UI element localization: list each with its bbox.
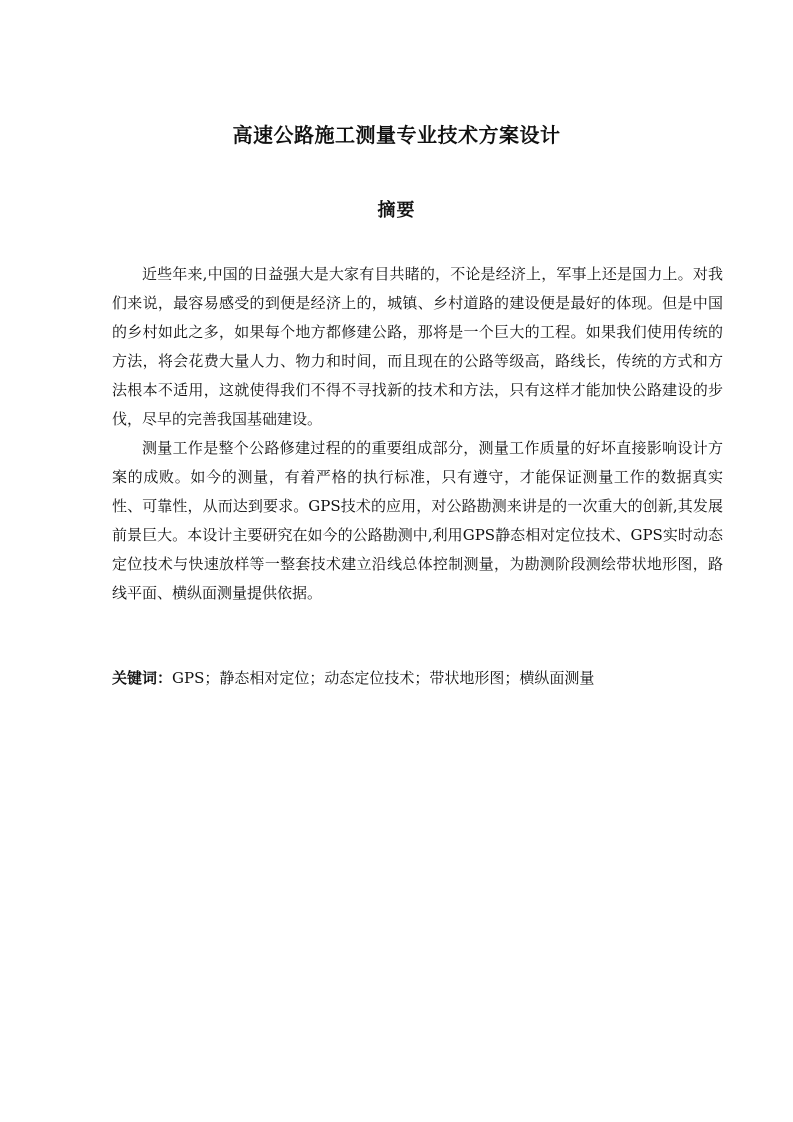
keywords-label: 关键词： [112,669,173,687]
abstract-body [112,260,723,608]
abstract-heading: 摘要 [377,200,416,221]
keywords-text: GPS；静态相对定位；动态定位技术；带状地形图；横纵面测量 [172,669,595,687]
document-title: 高速公路施工测量专业技术方案设计 [232,123,561,147]
abstract-paragraph: 近些年来,中国的日益强大是大家有目共睹的，不论是经济上，军事上还是国力上。对我们来说，最容易感受的到便是经济上的，城镇、乡村道路的建设便是最好的体现。但是中国的乡村如此之多，如果每个地方都修建公路，那将是一个巨大的工程。如果我们使用传统的方法，将会花费大量人力、物力和时间，而且现在的公路等级高，路线长，传统的方式和方法根本不适用，这就使得我们不得不寻找新的技术和方法，只有这样才能加快公路建设的步伐，尽早的完善我国基础建设。 [112,265,723,428]
keywords-line [112,664,723,693]
abstract-paragraph: 测量工作是整个公路修建过程的的重要组成部分，测量工作质量的好坏直接影响设计方案的成败。如今的测量，有着严格的执行标准，只有遵守，才能保证测量工作的数据真实性、可靠性，从而达到要求。GPS技术的应用，对公路勘测来讲是的一次重大的创新,其发展前景巨大。本设计主要研究在如今的公路勘测中,利用GPS静态相对定位技术、GPS实时动态定位技术与快速放样等一整套技术建立沿线总体控制测量，为勘测阶段测绘带状地形图，路线平面、横纵面测量提供依据。 [112,439,723,602]
